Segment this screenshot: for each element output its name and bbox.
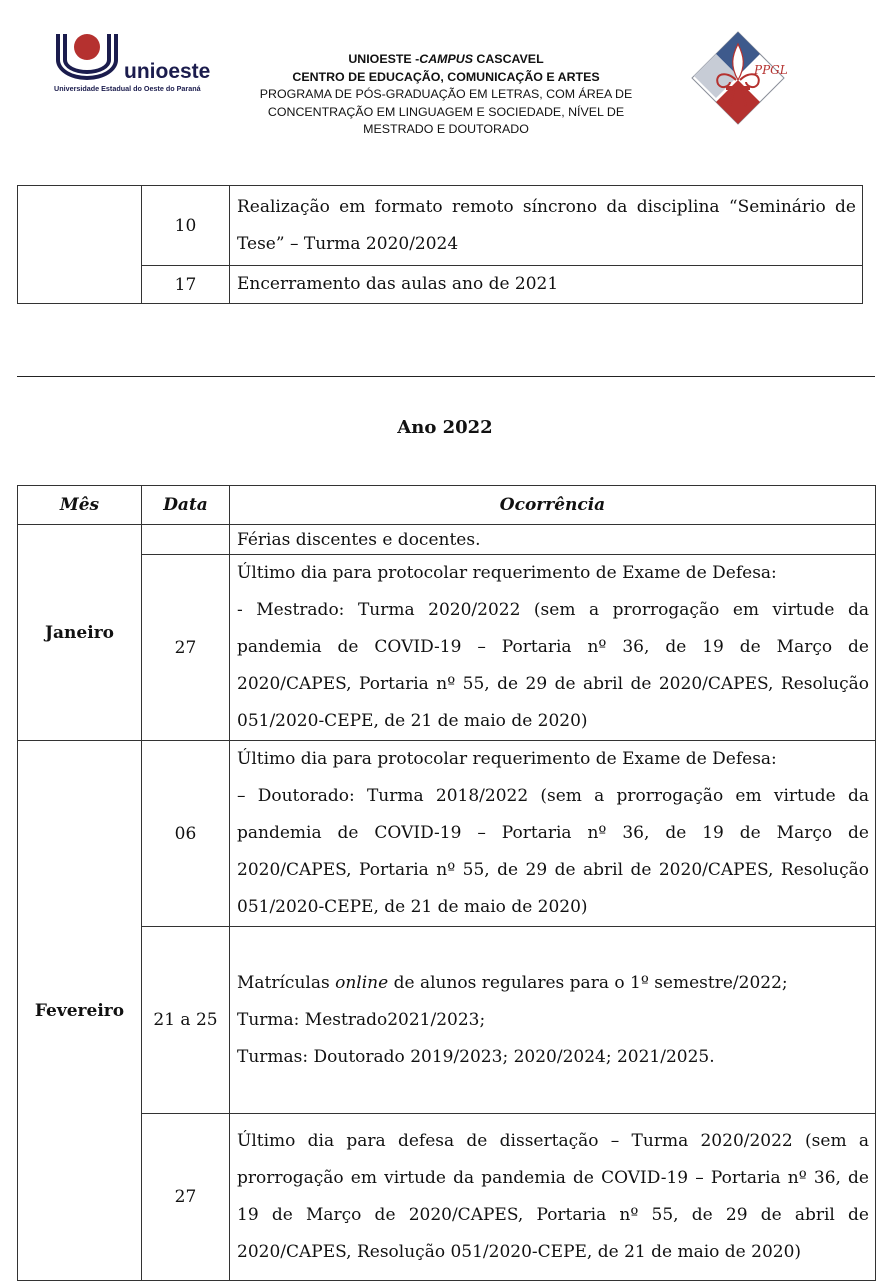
header-line-3: PROGRAMA DE PÓS-GRADUAÇÃO EM LETRAS, COM ÁREA DE <box>259 87 633 101</box>
header-line-2: CENTRO DE EDUCAÇÃO, COMUNICAÇÃO E ARTES <box>292 69 600 84</box>
date-cell: 21 a 25 <box>142 927 230 1114</box>
online-italic: online <box>335 972 389 993</box>
date-cell: 27 <box>142 555 230 741</box>
header-line-5: MESTRADO E DOUTORADO <box>363 122 529 136</box>
date-cell: 27 <box>142 1114 230 1281</box>
date-cell-empty <box>142 525 230 555</box>
unioeste-subtitle: Universidade Estadual do Oeste do Paraná <box>54 84 201 93</box>
header-campus: CAMPUS <box>419 52 473 66</box>
year-title: Ano 2022 <box>397 417 493 438</box>
occurrence-cell: Último dia para protocolar requerimento de Exame de Defesa: – Doutorado: Turma 2018/2022 (sem a prorrogação em virtude da pandemia de COVID-19 – Portaria nº 36, de 19 de Março de 2020/CAPES, Portaria nº 55, de 29 de abril de 2020/CAPES, Resolução 051/2020-CEPE, de 21 de maio de 2020) <box>230 741 876 927</box>
unioeste-wordmark: unioeste <box>124 60 211 83</box>
month-cell: Fevereiro <box>18 741 142 1281</box>
occurrence-cell: Último dia para protocolar requerimento de Exame de Defesa: - Mestrado: Turma 2020/2022 (sem a prorrogação em virtude da pandemia de COVID-19 – Portaria nº 36, de 19 de Março de 2020/CAPES, Portaria nº 55, de 29 de abril de 2020/CAPES, Resolução 051/2020-CEPE, de 21 de maio de 2020) <box>230 555 876 741</box>
table-row <box>18 741 876 927</box>
unioeste-logo <box>54 32 234 102</box>
table-header-row <box>18 486 876 525</box>
table-row <box>18 1114 876 1281</box>
unioeste-emblem-icon <box>54 32 120 80</box>
header-line-1: UNIOESTE -CAMPUS CASCAVEL <box>348 52 544 66</box>
occurrence-cell: Encerramento das aulas ano de 2021 <box>230 266 863 304</box>
ppgl-fleur-de-lis-icon <box>690 30 810 126</box>
table-row <box>18 266 863 304</box>
table-row <box>18 927 876 1114</box>
occurrence-cell: Matrículas online de alunos regulares para o 1º semestre/2022; Turma: Mestrado2021/2023; Turmas: Doutorado 2019/2023; 2020/2024; 2021/2025. <box>230 927 876 1114</box>
header-line-4: CONCENTRAÇÃO EM LINGUAGEM E SOCIEDADE, NÍVEL DE <box>267 104 625 119</box>
header-month: Mês <box>18 486 142 525</box>
table-row <box>18 555 876 741</box>
month-cell: Janeiro <box>18 525 142 741</box>
occurrence-cell: Férias discentes e docentes. <box>230 525 876 555</box>
ppgl-text: PPGL <box>754 63 788 77</box>
date-cell: 17 <box>142 266 230 304</box>
ppgl-logo <box>690 30 810 126</box>
header-occurrence: Ocorrência <box>230 486 876 525</box>
section-divider <box>17 376 875 377</box>
occurrence-cell: Último dia para defesa de dissertação – Turma 2020/2022 (sem a prorrogação em virtude da pandemia de COVID-19 – Portaria nº 36, de 19 de Março de 2020/CAPES, Portaria nº 55, de 29 de abril de 2020/CAPES, Resolução 051/2020-CEPE, de 21 de maio de 2020) <box>230 1114 876 1281</box>
calendar-2022 <box>17 485 876 1281</box>
calendar-2021-continuation <box>17 185 863 304</box>
table-row <box>18 186 863 266</box>
institution-header <box>240 51 652 139</box>
date-cell: 10 <box>142 186 230 266</box>
occurrence-cell: Realização em formato remoto síncrono da disciplina “Seminário de Tese” – Turma 2020/2024 <box>230 186 863 266</box>
month-cell-empty <box>18 186 142 304</box>
table-row <box>18 525 876 555</box>
header-date: Data <box>142 486 230 525</box>
date-cell: 06 <box>142 741 230 927</box>
